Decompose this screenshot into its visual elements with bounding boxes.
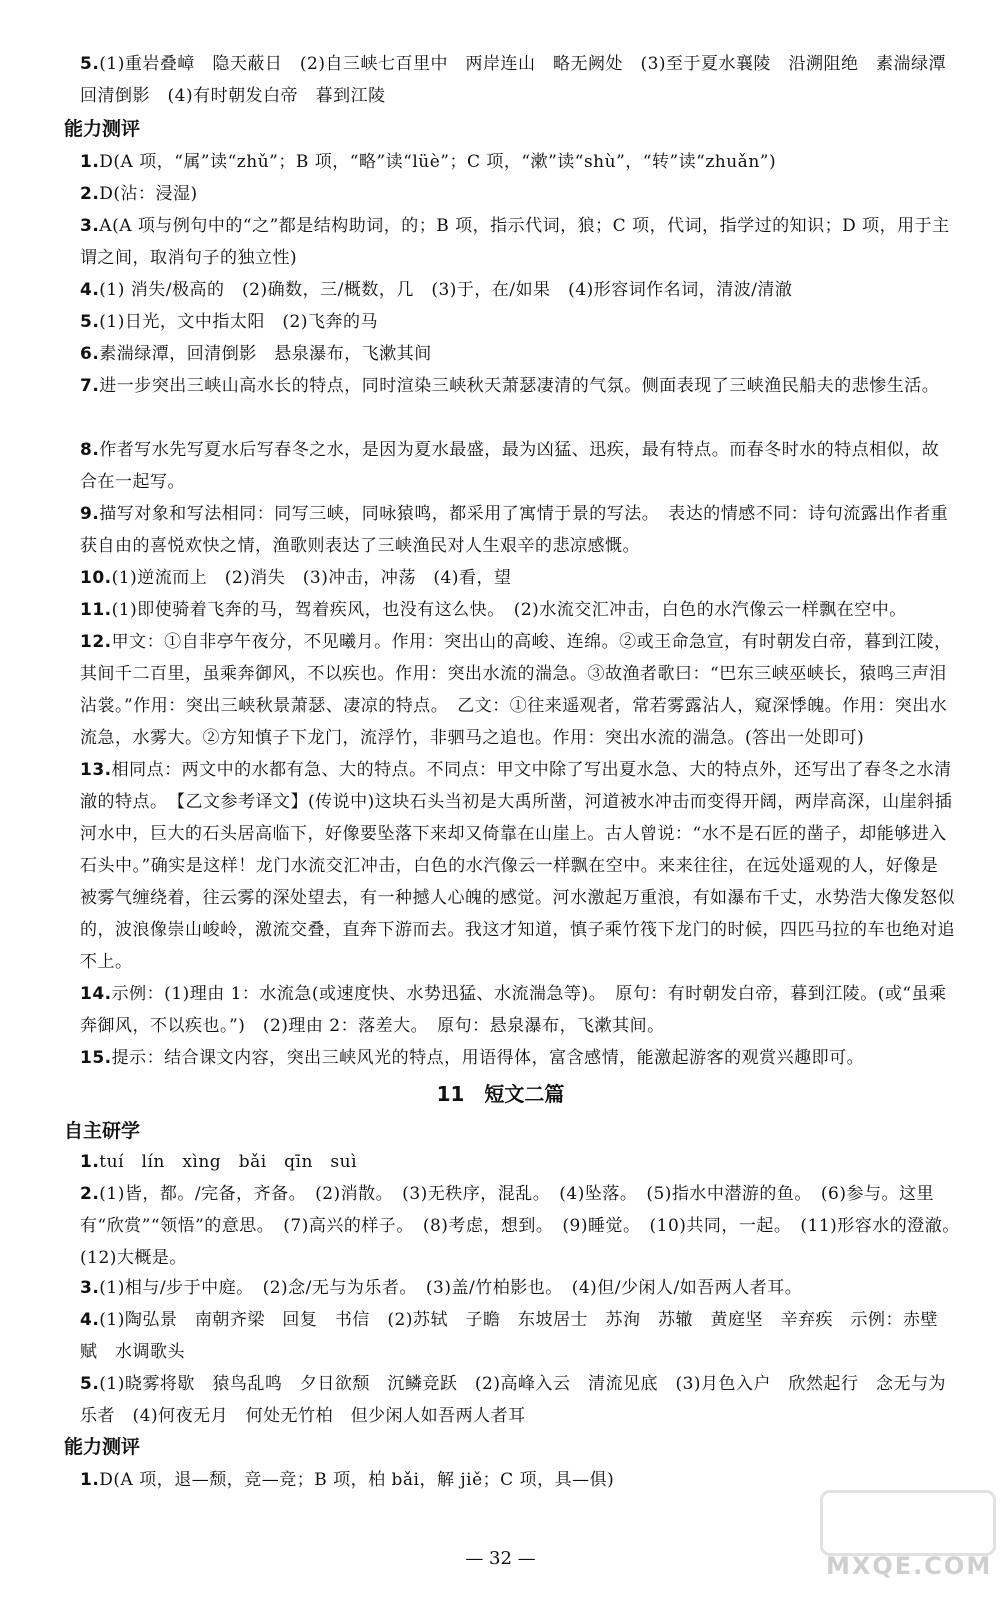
answer-item: 12.甲文：①自非亭午夜分，不见曦月。作用：突出山的高峻、连绵。②或王命急宣，有时朝发白帝，暮到江陵，其间千二百里，虽乘奔御风，不以疾也。作用：突出水流的湍急。③故渔者歌曰：“巴东三峡巫峡长，猿鸣三声泪沾裳。”作用：突出三峡秋景萧瑟、凄凉的特点。 乙文：①往来遥观者，常若雾露沾人，窥深悸魄。作用：突出水流急，水雾大。②方知慎子下龙门，流浮竹，非驷马之追也。作用：突出水流的湍急。(答出一处即可) (80, 632, 952, 748)
section-heading: 自主研学 (64, 1120, 141, 1142)
answer-item: 4.(1)陶弘景 南朝齐梁 回复 书信 (2)苏轼 子瞻 东坡居士 苏洵 苏辙 黄庭坚 辛弃疾 示例：赤壁赋 水调歌头 (80, 1310, 938, 1362)
answer-item: 5.(1)晓雾将歇 猿鸟乱鸣 夕日欲颓 沉鳞竞跃 (2)高峰入云 清流见底 (3)月色入户 欣然起行 念无与为乐者 (4)何夜无月 何处无竹柏 但少闲人如吾两人者耳 (80, 1374, 947, 1426)
watermark-badge-icon (820, 1490, 996, 1556)
answer-item: 13.相同点：两文中的水都有急、大的特点。不同点：甲文中除了写出夏水急、大的特点外，还写出了春冬之水清澈的特点。 【乙文参考译文】(传说中)这块石头当初是大禹所凿，河道被水冲击而变得开阔，两岸高深，山崖斜插河水中，巨大的石头居高临下，好像要坠落下来却又倚靠在山崖上。古人曾说：“水不是石匠的凿子，却能够进入石头中。”确实是这样！龙门水流交汇冲击，白色的水汽像云一样飘在空中。来来往往，在远处遥观的人，好像是被雾气缠绕着，往云雾的深处望去，有一种撼人心魄的感觉。河水激起万重浪，有如瀑布千丈，水势浩大像发怒似的，波浪像崇山峻岭，激流交叠，直奔下游而去。我这才知道，慎子乘竹筏下龙门的时候，四匹马拉的车也绝对追不上。 (80, 760, 955, 972)
answer-item: 3.(1)相与/步于中庭。 (2)念/无与为乐者。 (3)盖/竹柏影也。 (4)但/少闲人/如吾两人者耳。 (80, 1278, 803, 1298)
answer-item: 3.A(A 项与例句中的“之”都是结构助词，的；B 项，指示代词，狼；C 项，代词，指学过的知识；D 项，用于主谓之间，取消句子的独立性) (80, 216, 950, 268)
answer-item: 6.素湍绿潭，回清倒影 悬泉瀑布，飞漱其间 (80, 344, 432, 364)
answer-item: 8.作者写水先写夏水后写春冬之水，是因为夏水最盛，最为凶猛、迅疾，最有特点。而春冬时水的特点相似，故合在一起写。 (80, 440, 940, 492)
answer-item: 1.D(A 项，退—颓，竞—竞；B 项，柏 bǎi，解 jiě；C 项，具—俱) (80, 1470, 615, 1490)
section-heading: 能力测评 (64, 118, 141, 140)
answer-item: 15.提示：结合课文内容，突出三峡风光的特点，用语得体，富含感情，能激起游客的观赏兴趣即可。 (80, 1048, 865, 1068)
watermark-text: MXQE.COM (826, 1552, 993, 1580)
answer-item: 7.进一步突出三峡山高水长的特点，同时渲染三峡秋天萧瑟凄清的气氛。侧面表现了三峡渔民船夫的悲惨生活。 (80, 376, 940, 396)
section-heading: 能力测评 (64, 1436, 141, 1458)
answer-item: 1.tuí lín xìng bǎi qīn suì (80, 1152, 358, 1172)
answer-item: 11.(1)即使骑着飞奔的马，驾着疾风，也没有这么快。 (2)水流交汇冲击，白色的水汽像云一样飘在空中。 (80, 600, 907, 620)
answer-item: 2.(1)皆，都。/完备，齐备。 (2)消散。 (3)无秩序，混乱。 (4)坠落。 (5)指水中潜游的鱼。 (6)参与。这里有“欣赏”“领悟”的意思。 (7)高兴的样子。 (8)考虑，想到。 (9)睡觉。 (10)共同，一起。 (11)形容水的澄澈。 (12)大概是。 (80, 1184, 969, 1268)
answer-item: 1.D(A 项，“属”读“zhǔ”；B 项，“略”读“lüè”；C 项，“漱”读“shù”，“转”读“zhuǎn”) (80, 152, 777, 172)
watermark-logo (820, 1490, 993, 1590)
answer-item: 14.示例：(1)理由 1：水流急(或速度快、水势迅猛、水流湍急等)。 原句：有时朝发白帝，暮到江陵。(或“虽乘奔御风，不以疾也。”) (2)理由 2：落差大。 原句：悬泉瀑布，飞漱其间。 (80, 984, 947, 1036)
answer-item: 2.D(沾：浸湿) (80, 184, 198, 204)
answer-item: 4.(1) 消失/极高的 (2)确数，三/概数，几 (3)于，在/如果 (4)形容词作名词，清波/清澈 (80, 280, 793, 300)
lesson-title: 11 短文二篇 (436, 1082, 565, 1106)
answer-item: 5.(1)重岩叠嶂 隐天蔽日 (2)自三峡七百里中 两岸连山 略无阙处 (3)至于夏水襄陵 沿溯阻绝 素湍绿潭 回清倒影 (4)有时朝发白帝 暮到江陵 (80, 54, 964, 106)
page-number: — 32 — (465, 1548, 536, 1569)
answer-item: 5.(1)日光，文中指太阳 (2)飞奔的马 (80, 312, 378, 332)
answer-item: 9.描写对象和写法相同：同写三峡，同咏猿鸣，都采用了寓情于景的写法。 表达的情感不同：诗句流露出作者重获自由的喜悦欢快之情，渔歌则表达了三峡渔民对人生艰辛的悲凉感慨。 (80, 504, 949, 556)
answer-item: 10.(1)逆流而上 (2)消失 (3)冲击，冲荡 (4)看，望 (80, 568, 512, 588)
